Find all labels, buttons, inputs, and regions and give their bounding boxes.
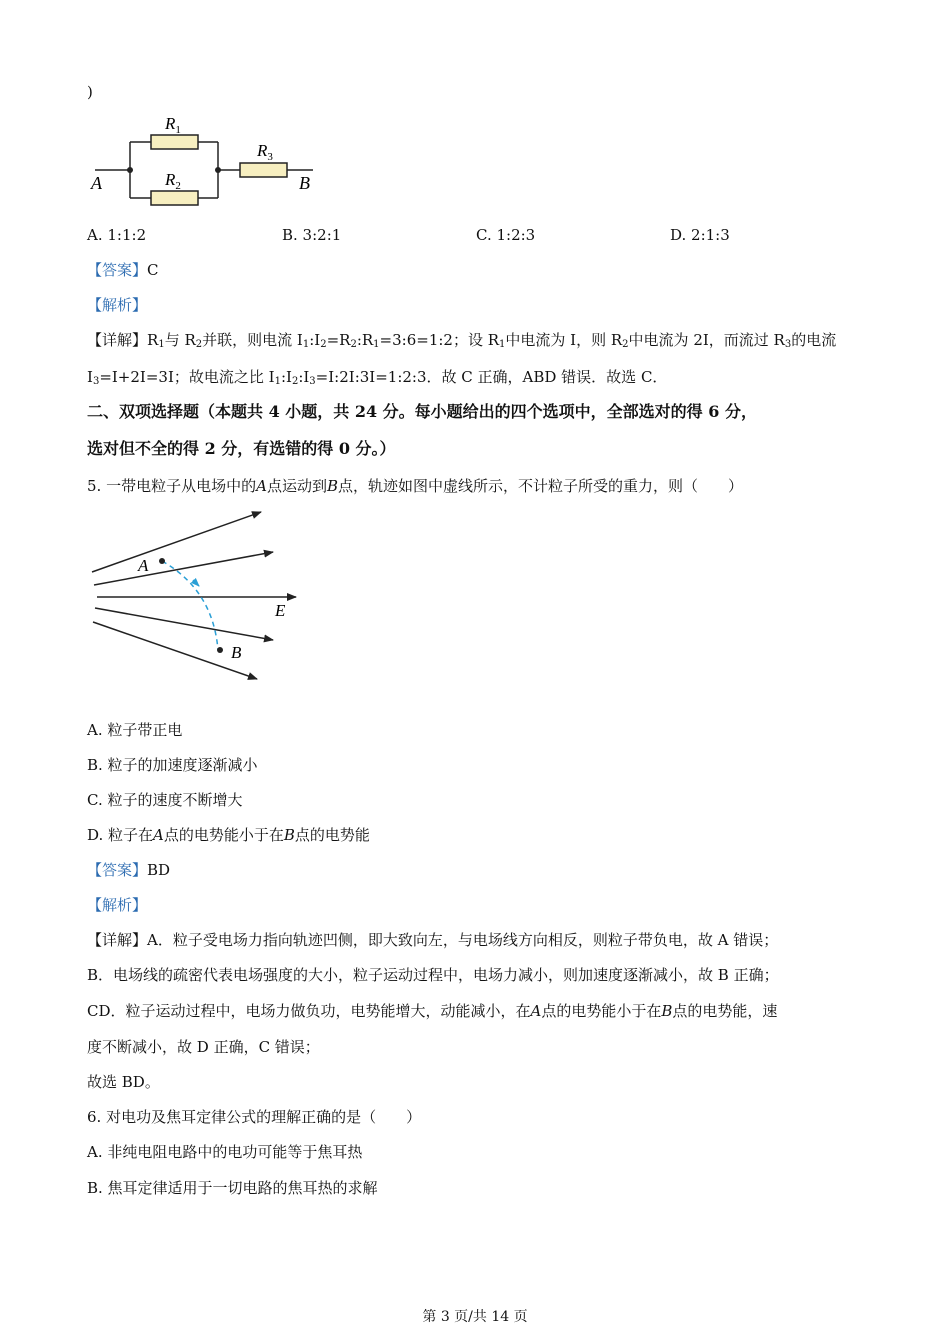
q5-detail-line2: B．电场线的疏密代表电场强度的大小，粒子运动过程中，电场力减小，则加速度逐渐减小，故 B 正确； (87, 966, 779, 984)
label-a: A (91, 173, 102, 193)
section-heading-line2: 选对但不全的得 2 分，有选错的得 0 分。） (87, 439, 396, 458)
electric-field-diagram (85, 505, 315, 690)
label-b: B (299, 173, 310, 193)
field-line-4 (95, 608, 273, 640)
continued-paren: ) (87, 83, 93, 101)
q4-option-d: D. 2:1:3 (670, 226, 730, 244)
q5-option-c: C. 粒子的速度不断增大 (87, 791, 243, 809)
q6-stem: 6. 对电功及焦耳定律公式的理解正确的是（ ） (87, 1108, 422, 1126)
point-b (217, 647, 223, 653)
q5-detail-line4: 度不断减小，故 D 正确，C 错误； (87, 1038, 320, 1056)
q5-detail-line5: 故选 BD。 (87, 1073, 160, 1091)
resistor-r2 (151, 191, 198, 205)
section-heading-line1: 二、双项选择题（本题共 4 小题，共 24 分。每小题给出的四个选项中，全部选对的得 6 分， (87, 402, 757, 421)
page-footer: 第 3 页/共 14 页 (422, 1309, 528, 1325)
label-point-b: B (231, 643, 242, 662)
q6-option-b: B. 焦耳定律适用于一切电路的焦耳热的求解 (87, 1179, 378, 1197)
particle-trajectory (162, 561, 218, 650)
junction-left (127, 167, 133, 173)
q4-option-c: C. 1:2:3 (476, 226, 536, 244)
label-r3: $R_3$ (257, 141, 273, 163)
answer-tag: 【答案】 (87, 261, 148, 279)
q6-option-a: A. 非纯电阻电路中的电功可能等于焦耳热 (87, 1143, 363, 1161)
point-a (159, 558, 165, 564)
q4-detail-line1: 【详解】$R_1$与 $R_2$并联，则电流 $I_1:I_2=R_2:R_1=3:6=1:2$；设 $R_1$中电流为 I，则 $R_2$中电流为 2I，而流过 $R_3$的电流 (87, 331, 837, 350)
field-line-1 (92, 512, 261, 572)
resistor-r3 (240, 163, 287, 177)
label-point-a: A (138, 556, 149, 575)
q5-option-d: D. 粒子在A点的电势能小于在B点的电势能 (87, 826, 370, 844)
label-field-e: E (275, 601, 286, 620)
q4-analysis-tag: 【解析】 (87, 296, 148, 314)
circuit-diagram (85, 105, 325, 215)
q5-option-a: A. 粒子带正电 (87, 721, 183, 739)
answer-value: C (147, 261, 159, 279)
label-r1: $R_1$ (165, 114, 181, 136)
q4-detail-line2: $I_3=I+2I=3I$；故电流之比 $I_1:I_2:I_3=I:2I:3I=1:2:3$．故 C 正确，ABD 错误．故选 C． (87, 368, 668, 387)
q5-analysis-tag: 【解析】 (87, 896, 148, 914)
q4-option-a: A. 1:1:2 (87, 226, 147, 244)
resistor-r1 (151, 135, 198, 149)
q5-stem: 5. 一带电粒子从电场中的A点运动到B点，轨迹如图中虚线所示，不计粒子所受的重力，则（ ） (87, 477, 743, 495)
label-r2: $R_2$ (165, 170, 181, 192)
q5-answer: 【答案】BD (87, 861, 171, 879)
q4-answer (87, 259, 159, 281)
q4-option-b: B. 3:2:1 (282, 226, 342, 244)
trajectory-arrow (193, 580, 199, 586)
q5-detail-line1: 【详解】A．粒子受电场力指向轨迹凹侧，即大致向左，与电场线方向相反，则粒子带负电，故 A 错误； (87, 931, 779, 949)
q5-detail-line3: CD．粒子运动过程中，电场力做负功，电势能增大，动能减小，在A点的电势能小于在B点的电势能，速 (87, 1002, 778, 1020)
junction-right (215, 167, 221, 173)
field-line-2 (94, 552, 273, 585)
q5-option-b: B. 粒子的加速度逐渐减小 (87, 756, 258, 774)
